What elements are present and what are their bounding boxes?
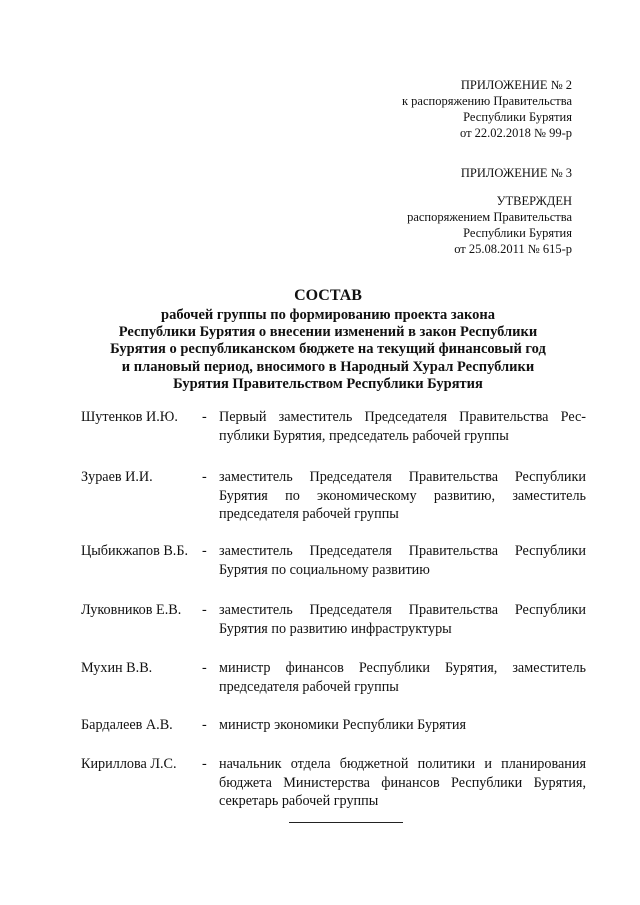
member-dash: - xyxy=(202,717,207,733)
member-position: заместитель Председателя Правительства Республики Бурятия по социальному развитию xyxy=(219,543,586,578)
member-name: Бардалеев А.В. xyxy=(81,717,173,733)
member-dash: - xyxy=(202,602,207,618)
title-line: рабочей группы по формированию проекта закона xyxy=(161,307,495,323)
document-title xyxy=(60,286,596,393)
member-position: заместитель Председателя Правительства Республики Бурятия по экономическому развитию, заместитель председателя рабочей группы xyxy=(219,469,586,522)
member-dash: - xyxy=(202,543,207,559)
title-line: Республики Бурятия о внесении изменений в закон Республики xyxy=(118,324,538,341)
member-position: начальник отдела бюджетной политики и планирования бюджета Министерства финансов Республики Бурятия, секретарь рабочей группы xyxy=(219,756,586,809)
member-dash: - xyxy=(202,660,207,676)
appendix-2-date: от 22.02.2018 № 99-р xyxy=(459,126,572,140)
member-name: Шутенков И.Ю. xyxy=(81,409,178,425)
member-name: Зураев И.И. xyxy=(81,469,153,485)
title-line: Бурятия Правительством Республики Бурятия xyxy=(173,375,483,392)
approved-label: УТВЕРЖДЕН xyxy=(496,194,572,208)
member-dash: - xyxy=(202,409,207,425)
title-line: Бурятия о республиканском бюджете на текущий финансовый год xyxy=(110,341,546,358)
appendix-3-republic: Республики Бурятия xyxy=(463,226,572,240)
closing-divider-line xyxy=(289,822,403,823)
member-dash: - xyxy=(202,469,207,485)
title-line: и плановый период, вносимого в Народный Хурал Республики xyxy=(121,358,535,375)
appendix-3-order-ref: распоряжением Правительства xyxy=(407,210,572,224)
member-name: Луковников Е.В. xyxy=(81,602,182,618)
member-dash: - xyxy=(202,756,207,772)
appendix-3-date: от 25.08.2011 № 615-р xyxy=(454,242,572,256)
appendix-3-number: ПРИЛОЖЕНИЕ № 3 xyxy=(460,166,572,180)
member-position: Первый заместитель Председателя Правительства Республики Бурятия, председатель рабочей группы xyxy=(219,409,586,444)
member-name: Мухин В.В. xyxy=(81,660,153,676)
member-position: министр финансов Республики Бурятия, заместитель председателя рабочей группы xyxy=(219,660,586,695)
member-name: Цыбикжапов В.Б. xyxy=(81,543,189,559)
title-heading: СОСТАВ xyxy=(294,287,362,304)
member-position: министр экономики Республики Бурятия xyxy=(219,717,466,733)
appendix-2-header xyxy=(402,77,572,141)
appendix-3-header xyxy=(407,165,572,257)
member-position: заместитель Председателя Правительства Республики Бурятия по развитию инфраструктуры xyxy=(219,602,586,637)
appendix-2-number: ПРИЛОЖЕНИЕ № 2 xyxy=(460,78,572,92)
appendix-2-order-ref: к распоряжению Правительства xyxy=(401,94,572,108)
member-name: Кириллова Л.С. xyxy=(81,756,177,772)
appendix-2-republic: Республики Бурятия xyxy=(463,110,572,124)
